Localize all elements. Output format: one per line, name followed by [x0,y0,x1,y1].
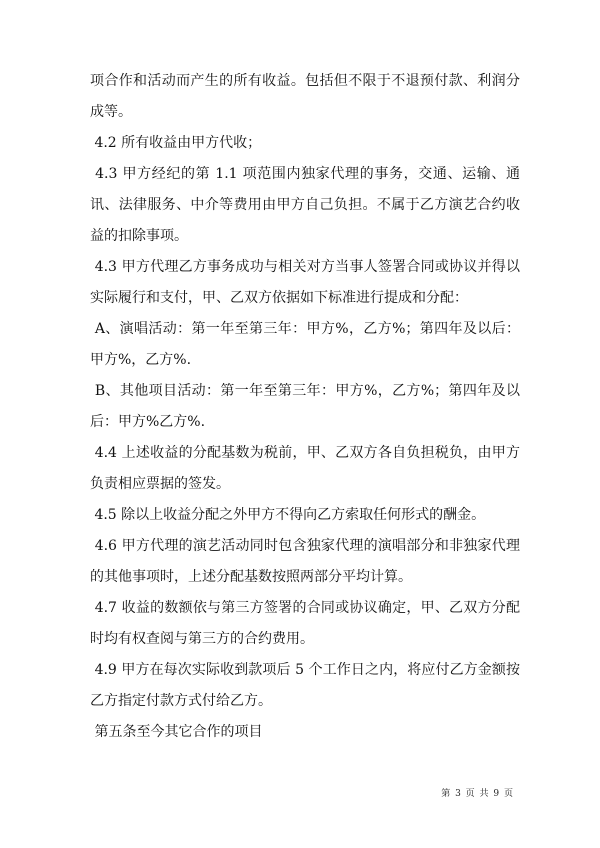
paragraph-a-singing: A、演唱活动：第一年至第三年：甲方%，乙方%；第四年及以后：甲方%，乙方%. [90,321,520,368]
paragraph-4-4: 4.4 上述收益的分配基数为税前，甲、乙双方各自负担税负，由甲方负责相应票据的签发。 [90,445,520,492]
section-heading-article-5: 第五条至今其它合作的项目 [90,724,263,740]
paragraph-4-7: 4.7 收益的数额依与第三方签署的合同或协议确定，甲、乙双方分配时均有权查阅与第三方的合约费用。 [90,600,520,647]
paragraph-4-3-expenses: 4.3 甲方经纪的第 1.1 项范围内独家代理的事务，交通、运输、通讯、法律服务、中介等费用由甲方自己负担。不属于乙方演艺合约收益的扣除事项。 [90,166,520,244]
paragraph-4-9: 4.9 甲方在每次实际收到款项后 5 个工作日之内，将应付乙方金额按乙方指定付款方式付给乙方。 [90,662,520,709]
page-number: 第 3 页 共 9 页 [441,789,514,799]
paragraph-4-5: 4.5 除以上收益分配之外甲方不得向乙方索取任何形式的酬金。 [90,507,486,523]
paragraph-4-3-distribution: 4.3 甲方代理乙方事务成功与相关对方当事人签署合同或协议并得以实际履行和支付，甲、乙双方依据如下标准进行提成和分配： [90,259,520,306]
paragraph-4-6: 4.6 甲方代理的演艺活动同时包含独家代理的演唱部分和非独家代理的其他事项时，上述分配基数按照两部分平均计算。 [90,538,520,585]
paragraph-income-scope: 项合作和活动而产生的所有收益。包括但不限于不退预付款、利润分成等。 [90,73,520,120]
paragraph-b-other: B、其他项目活动：第一年至第三年：甲方%，乙方%；第四年及以后：甲方%乙方%. [90,383,520,430]
paragraph-4-2: 4.2 所有收益由甲方代收； [90,135,262,151]
document-body [90,66,520,748]
